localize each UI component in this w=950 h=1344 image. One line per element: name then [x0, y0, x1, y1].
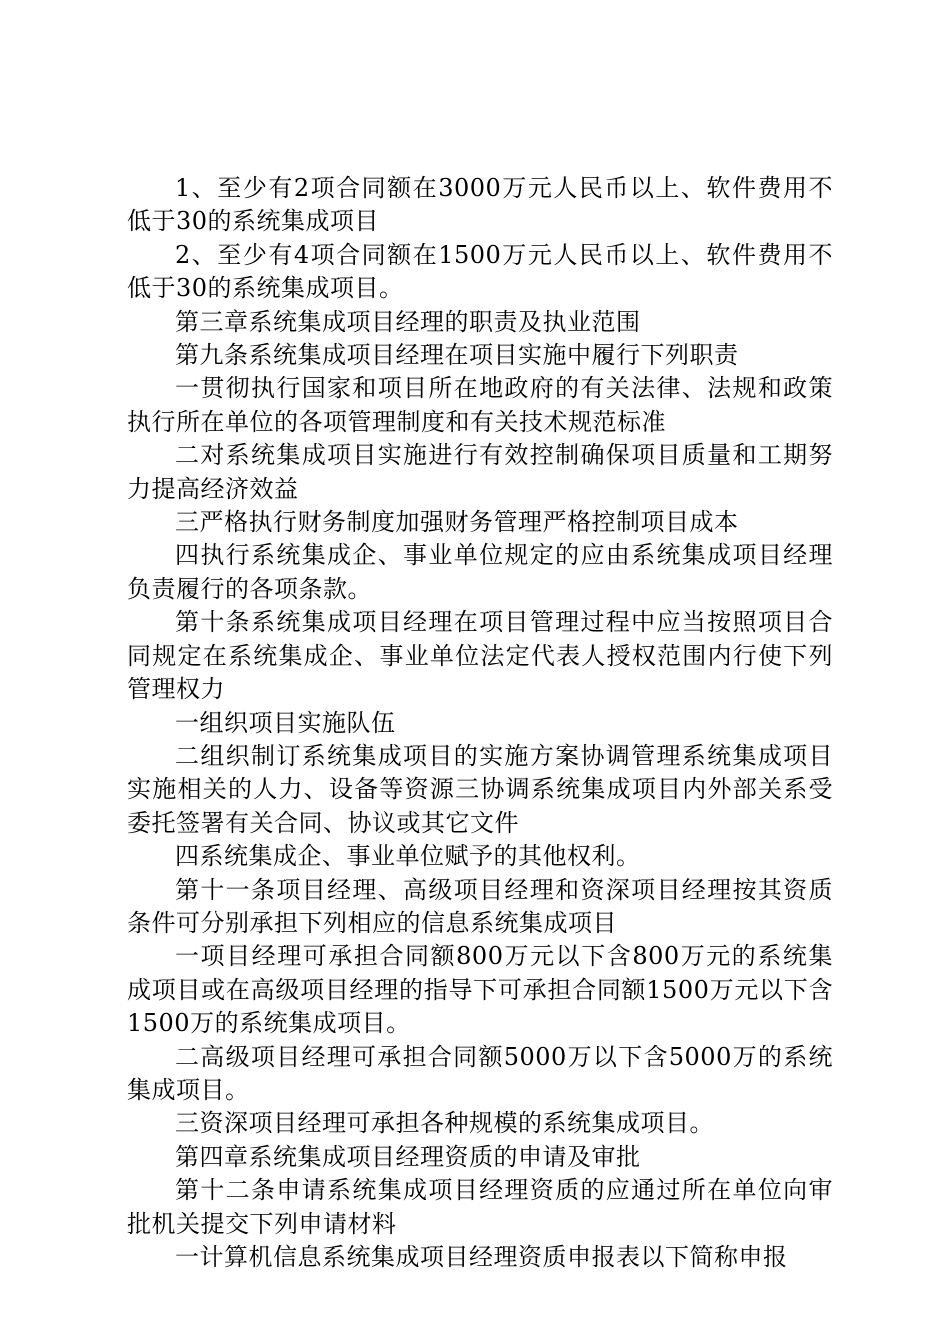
- article-10-item-4: 四系统集成企、事业单位赋予的其他权利。: [175, 842, 641, 871]
- article-11: 第十一条项目经理、高级项目经理和资深项目经理按其资质条件可分别承担下列相应的信息系统集成项目: [127, 875, 833, 937]
- article-11-item-2: 二高级项目经理可承担合同额5000万以下含5000万的系统集成项目。: [127, 1042, 833, 1104]
- article-9-item-3: 三严格执行财务制度加强财务管理严格控制项目成本: [175, 508, 739, 537]
- article-11-item-1: 一项目经理可承担合同额800万元以下含800万元的系统集成项目或在高级项目经理的指导下可承担合同额1500万元以下含1500万的系统集成项目。: [127, 942, 833, 1038]
- document-body: [127, 172, 833, 1274]
- paragraph-2: 2、至少有4项合同额在1500万元人民币以上、软件费用不低于30的系统集成项目。: [127, 240, 833, 303]
- article-9-item-4: 四执行系统集成企、事业单位规定的应由系统集成项目经理负责履行的各项条款。: [127, 541, 833, 603]
- chapter-heading-3: 第三章系统集成项目经理的职责及执业范围: [175, 307, 641, 336]
- paragraph-1: 1、至少有2项合同额在3000万元人民币以上、软件费用不低于30的系统集成项目: [127, 174, 833, 236]
- chapter-heading-4: 第四章系统集成项目经理资质的申请及审批: [175, 1142, 641, 1171]
- article-9-item-2: 二对系统集成项目实施进行有效控制确保项目质量和工期努力提高经济效益: [127, 441, 833, 503]
- article-10: 第十条系统集成项目经理在项目管理过程中应当按照项目合同规定在系统集成企、事业单位法定代表人授权范围内行使下列管理权力: [127, 608, 833, 704]
- article-9-item-1: 一贯彻执行国家和项目所在地政府的有关法律、法规和政策执行所在单位的各项管理制度和有关技术规范标准: [127, 374, 833, 436]
- article-10-item-1: 一组织项目实施队伍: [175, 708, 396, 737]
- article-12-item-1: 一计算机信息系统集成项目经理资质申报表以下简称申报: [175, 1243, 788, 1271]
- article-9: 第九条系统集成项目经理在项目实施中履行下列职责: [175, 341, 739, 370]
- article-12: 第十二条申请系统集成项目经理资质的应通过所在单位向审批机关提交下列申请材料: [127, 1176, 833, 1238]
- article-10-item-2: 二组织制订系统集成项目的实施方案协调管理系统集成项目实施相关的人力、设备等资源三协调系统集成项目内外部关系受委托签署有关合同、协议或其它文件: [127, 741, 833, 837]
- article-11-item-3: 三资深项目经理可承担各种规模的系统集成项目。: [175, 1109, 714, 1138]
